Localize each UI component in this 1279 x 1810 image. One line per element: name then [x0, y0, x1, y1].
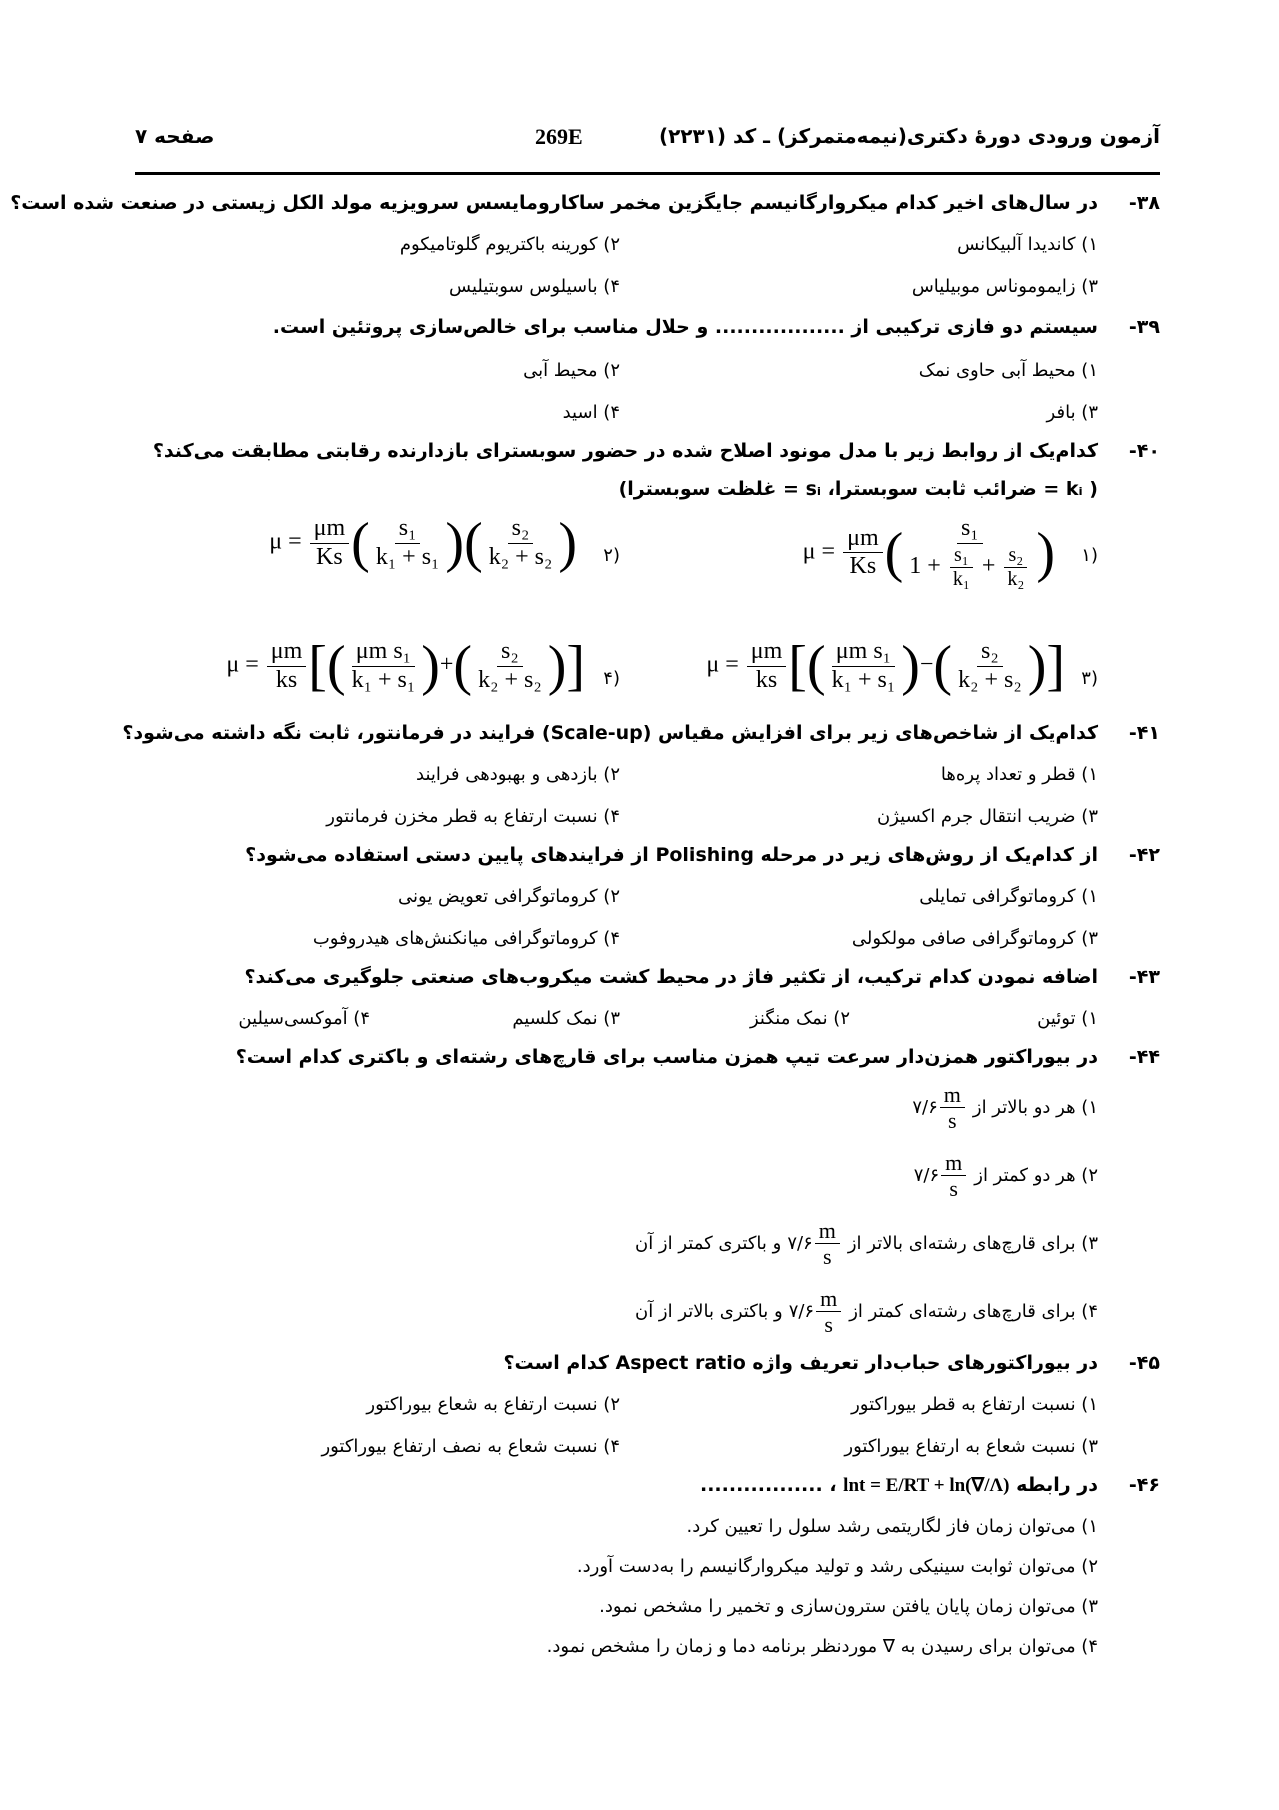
paren-left: (	[351, 512, 370, 575]
option-3: ۳) می‌توان زمان پایان یافتن سترون‌سازی و تخمیر را مشخص نمود.	[599, 1596, 1098, 1617]
option-tail: و باکتری کمتر از آن	[634, 1233, 782, 1255]
option-text: ۲) هر دو کمتر از	[974, 1165, 1098, 1187]
unit-denominator: s	[823, 1244, 832, 1270]
mu-symbol: μ =	[802, 538, 836, 565]
paren-right: )	[421, 635, 440, 698]
formula-option-4	[226, 635, 585, 698]
unit-numerator: m	[816, 1286, 841, 1312]
formula-option-2	[269, 512, 577, 575]
question-number: ۴۱-	[1128, 722, 1160, 744]
k1-plus-s1: k₁ + s₁	[375, 543, 440, 570]
option-1: ۱) کاندیدا آلبیکانس	[957, 234, 1098, 255]
question-number: ۳۸-	[1128, 192, 1160, 214]
unit-numerator: m	[940, 1082, 965, 1108]
option-4	[635, 1286, 1098, 1338]
mu-m: μm	[310, 515, 350, 544]
paren-right: )	[547, 635, 567, 698]
mu-symbol: μ =	[706, 651, 739, 678]
paren-left: (	[806, 635, 826, 698]
question-number: ۴۵-	[1128, 1352, 1160, 1374]
paren-left: (	[326, 635, 346, 698]
question-subtext: ( kᵢ = ضرائب ثابت سوبسترا، sᵢ = غلظت سوبسترا)	[618, 478, 1098, 500]
unit-denominator: s	[824, 1312, 833, 1338]
question-number: ۴۴-	[1128, 1046, 1160, 1068]
paren-right: )	[1036, 521, 1055, 584]
s1: s₁	[395, 515, 421, 544]
option-4: ۴) می‌توان برای رسیدن به ∇ موردنظر برنامه دما و زمان را مشخص نمود.	[546, 1636, 1098, 1657]
k2: k₂	[1007, 567, 1025, 590]
option-2	[914, 1150, 1098, 1202]
ks: ks	[755, 666, 778, 693]
one-plus: 1 +	[909, 552, 941, 579]
paren-right: )	[558, 512, 577, 575]
option-4: ۴) آموکسی‌سیلین	[238, 1008, 370, 1029]
mu-m: μm	[843, 525, 883, 554]
paren-right: )	[445, 512, 465, 575]
unit-denominator: s	[949, 1176, 958, 1202]
question-text: از کدام‌یک از روش‌های زیر در مرحله Polishing از فرایندهای پایین دستی استفاده می‌شود؟	[245, 844, 1098, 866]
k2-plus-s2: k₂ + s₂	[488, 543, 553, 570]
question-text: کدام‌یک از شاخص‌های زیر برای افزایش مقیاس (Scale-up) فرایند در فرمانتور، ثابت نگه داشته می‌شود؟	[122, 722, 1098, 744]
option-1: ۱) می‌توان زمان فاز لگاریتمی رشد سلول را تعیین کرد.	[686, 1516, 1098, 1537]
page-number: صفحه ۷	[135, 124, 215, 148]
speed-value: ۷/۶	[788, 1301, 815, 1323]
option-4-label: (۴	[603, 668, 620, 689]
option-2: ۲) کروماتوگرافی تعویض یونی	[398, 886, 620, 907]
question-text: اضافه نمودن کدام ترکیب، از تکثیر فاژ در محیط کشت میکروب‌های صنعتی جلوگیری می‌کند؟	[244, 966, 1098, 988]
option-1: ۱) نسبت ارتفاع به قطر بیوراکتور	[851, 1394, 1098, 1415]
option-text: ۱) هر دو بالاتر از	[972, 1097, 1098, 1119]
mu-m: μm	[747, 638, 787, 667]
option-3: ۳) ضریب انتقال جرم اکسیژن	[876, 806, 1098, 827]
Ks: Ks	[849, 553, 877, 580]
question-formula: lnt = E/RT + ln(∇/Λ)	[843, 1475, 1010, 1496]
option-1: ۱) کروماتوگرافی تمایلی	[919, 886, 1098, 907]
k2-plus-s2: k₂ + s₂	[958, 666, 1022, 693]
k1: k₁	[952, 567, 970, 590]
bracket-left: [	[308, 635, 327, 698]
header-divider	[135, 172, 1160, 175]
option-1: ۱) توئین	[1037, 1008, 1098, 1029]
option-3-label: (۳	[1081, 668, 1098, 689]
paren-left: (	[884, 521, 904, 584]
option-2: ۲) می‌توان ثوابت سینیکی رشد و تولید میکروارگانیسم را به‌دست آورد.	[576, 1556, 1098, 1577]
option-2: ۲) کورینه باکتریوم گلوتامیکوم	[399, 234, 620, 255]
question-text: در بیوراکتور همزن‌دار سرعت تیپ همزن مناسب برای قارچ‌های رشته‌ای و باکتری کدام است؟	[235, 1046, 1098, 1068]
page-header	[135, 120, 1160, 160]
option-2: ۲) نسبت ارتفاع به شعاع بیوراکتور	[366, 1394, 620, 1415]
paren-left: (	[453, 635, 473, 698]
option-2: ۲) محیط آبی	[523, 360, 620, 381]
option-2-label: (۲	[603, 545, 620, 566]
k2-plus-s2: k₂ + s₂	[478, 666, 542, 693]
speed-value: ۷/۶	[913, 1165, 940, 1187]
option-4: ۴) باسیلوس سوبتیلیس	[449, 276, 620, 297]
option-3: ۳) کروماتوگرافی صافی مولکولی	[851, 928, 1098, 949]
option-1-label: (۱	[1081, 545, 1098, 566]
mu-symbol: μ =	[269, 528, 302, 555]
bracket-right: ]	[566, 635, 585, 698]
option-4: ۴) نسبت شعاع به نصف ارتفاع بیوراکتور	[321, 1436, 620, 1457]
unit-denominator: s	[948, 1108, 957, 1134]
question-text: کدام‌یک از روابط زیر با مدل مونود اصلاح شده در حضور سوبسترای بازدارنده رقابتی مطابقت می‌کند؟	[152, 440, 1098, 462]
question-number: ۴۶-	[1128, 1474, 1160, 1496]
s1: s₁	[957, 515, 983, 544]
Ks: Ks	[316, 543, 343, 570]
question-text-tail: ، .................	[700, 1474, 837, 1496]
exam-page	[10, 0, 1160, 1810]
bracket-right: ]	[1046, 635, 1065, 698]
formula-option-3	[706, 635, 1065, 698]
option-1: ۱) محیط آبی حاوی نمک	[918, 360, 1098, 381]
option-text: ۳) برای قارچ‌های رشته‌ای بالاتر از	[847, 1233, 1098, 1255]
mu-m-s1: μm s₁	[352, 638, 415, 667]
question-number: ۴۳-	[1128, 966, 1160, 988]
plus: +	[981, 552, 996, 579]
question-text: در سال‌های اخیر کدام میکروارگانیسم جایگزین مخمر ساکارومایسس سرویزیه مولد الکل زیستی در صنعت شده است؟	[10, 192, 1098, 214]
question-number: ۴۲-	[1128, 844, 1160, 866]
s2: s₂	[497, 638, 523, 667]
mu-m: μm	[267, 638, 307, 667]
option-3: ۳) نسبت شعاع به ارتفاع بیوراکتور	[844, 1436, 1098, 1457]
question-number: ۳۹-	[1128, 316, 1160, 338]
question-text	[135, 1474, 1098, 1497]
paren-right: )	[1027, 635, 1047, 698]
speed-value: ۷/۶	[912, 1097, 938, 1119]
mu-m-s1: μm s₁	[832, 638, 895, 667]
option-2: ۲) نمک منگنز	[749, 1008, 850, 1029]
option-4: ۴) نسبت ارتفاع به قطر مخزن فرمانتور	[326, 806, 620, 827]
question-text: سیستم دو فازی ترکیبی از .................. و حلال مناسب برای خالص‌سازی پروتئین است.	[272, 316, 1098, 338]
speed-value: ۷/۶	[787, 1233, 813, 1255]
option-3: ۳) بافر	[1046, 402, 1098, 423]
option-tail: و باکتری بالاتر از آن	[634, 1301, 783, 1323]
s2: s₂	[508, 515, 534, 544]
exam-title: آزمون ورودی دورهٔ دکتری(نیمه‌متمرکز) ـ کد (۲۲۳۱)	[658, 124, 1160, 148]
paren-left: (	[464, 512, 483, 575]
s2: s₂	[977, 638, 1003, 667]
minus: −	[919, 651, 934, 678]
mu-symbol: μ =	[226, 651, 259, 678]
option-4: ۴) اسید	[562, 402, 620, 423]
option-1: ۱) قطر و تعداد پره‌ها	[940, 764, 1098, 785]
option-3: ۳) نمک کلسیم	[512, 1008, 620, 1029]
option-2: ۲) بازدهی و بهبودهی فرایند	[416, 764, 620, 785]
paren-right: )	[901, 635, 920, 698]
k1-plus-s1: k₁ + s₁	[351, 666, 416, 693]
ks: ks	[275, 666, 298, 693]
question-number: ۴۰-	[1128, 440, 1160, 462]
paren-left: (	[933, 635, 953, 698]
option-3: ۳) زایموموناس موبیلیاس	[911, 276, 1098, 297]
option-text: ۴) برای قارچ‌های رشته‌ای کمتر از	[849, 1301, 1098, 1323]
unit-numerator: m	[941, 1150, 966, 1176]
option-3	[635, 1218, 1098, 1270]
plus: +	[439, 651, 454, 678]
option-1	[912, 1082, 1098, 1134]
k1-plus-s1: k₁ + s₁	[831, 666, 896, 693]
question-text: در بیوراکتورهای حباب‌دار تعریف واژه Aspect ratio کدام است؟	[503, 1352, 1098, 1374]
formula-option-1	[803, 515, 1055, 591]
s1: s₁	[950, 544, 973, 568]
bracket-left: [	[788, 635, 807, 698]
s2: s₂	[1004, 544, 1027, 568]
unit-numerator: m	[815, 1218, 840, 1244]
question-text-lead: در رابطه	[1016, 1474, 1098, 1496]
option-4: ۴) کروماتوگرافی میانکنش‌های هیدروفوب	[312, 928, 620, 949]
exam-code: 269E	[535, 124, 583, 149]
